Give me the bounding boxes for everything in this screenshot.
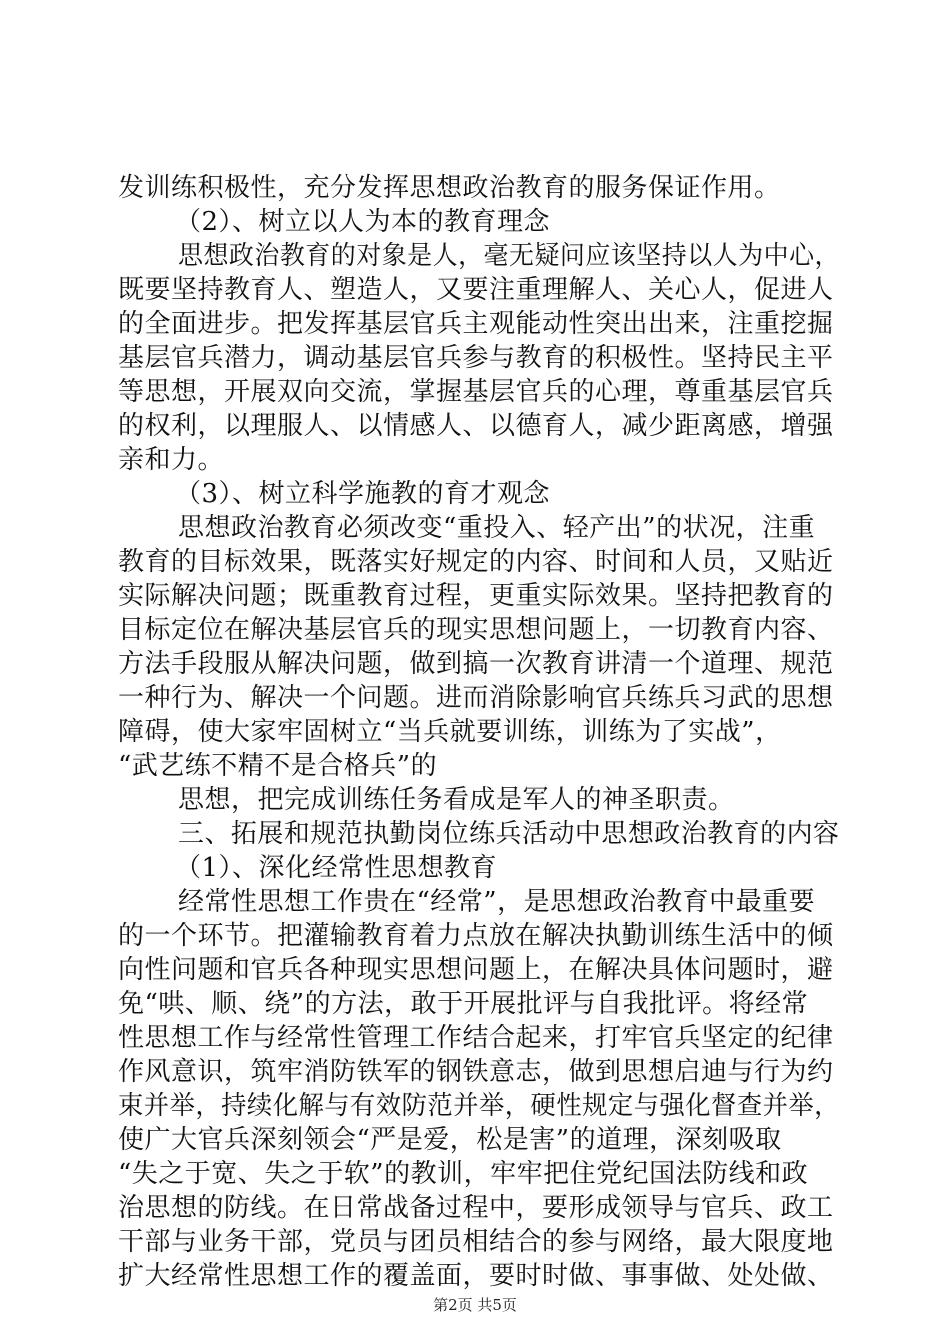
page-number-footer: 第2页 共5页 [433,1296,517,1314]
text-line: 的一个环节。把灌输教育着力点放在解决执勤训练生活中的倾 [118,921,834,951]
text-line: 实际解决问题；既重教育过程，更重实际效果。坚持把教育的 [118,581,834,611]
text-line: 向性问题和官兵各种现实思想问题上，在解决具体问题时，避 [118,955,834,985]
text-line: 经常性思想工作贵在“经常”，是思想政治教育中最重要 [178,887,816,917]
text-line: 使广大官兵深刻领会“严是爱，松是害”的道理，深刻吸取 [118,1125,782,1155]
text-line: 的全面进步。把发挥基层官兵主观能动性突出出来，注重挖掘 [118,309,834,339]
text-line: 扩大经常性思想工作的覆盖面，要时时做、事事做、处处做、 [118,1261,834,1291]
chapter-heading-3: 三、拓展和规范执勤岗位练兵活动中思想政治教育的内容 [178,819,840,849]
section-heading-2: （2）、树立以人为本的教育理念 [175,207,551,237]
text-line: 基层官兵潜力，调动基层官兵参与教育的积极性。坚持民主平 [118,343,834,373]
text-line: 一种行为、解决一个问题。进而消除影响官兵练兵习武的思想 [118,683,834,713]
text-line: 目标定位在解决基层官兵的现实思想问题上，一切教育内容、 [118,615,834,645]
text-line: 思想，把完成训练任务看成是军人的神圣职责。 [178,785,735,815]
text-line: 思想政治教育必须改变“重投入、轻产出”的状况，注重 [178,513,816,543]
section-heading-3: （3）、树立科学施教的育才观念 [175,479,551,509]
text-line: “失之于宽、失之于软”的教训，牢牢把住党纪国法防线和政 [118,1159,809,1189]
text-line: 思想政治教育的对象是人，毫无疑问应该坚持以人为中心， [178,241,841,271]
text-line: 方法手段服从解决问题，做到搞一次教育讲清一个道理、规范 [118,649,834,679]
text-line: 等思想，开展双向交流，掌握基层官兵的心理，尊重基层官兵 [118,377,834,407]
text-line: 既要坚持教育人、塑造人，又要注重理解人、关心人，促进人 [118,275,834,305]
section-heading-1: （1）、深化经常性思想教育 [175,853,498,883]
text-line: 免“哄、顺、绕”的方法，敢于开展批评与自我批评。将经常 [118,989,809,1019]
text-line: “武艺练不精不是合格兵”的 [118,751,438,781]
text-line: 治思想的防线。在日常战备过程中，要形成领导与官兵、政工 [118,1193,834,1223]
text-line: 教育的目标效果，既落实好规定的内容、时间和人员，又贴近 [118,547,834,577]
text-line: 发训练积极性，充分发挥思想政治教育的服务保证作用。 [118,173,781,203]
text-line: 的权利，以理服人、以情感人、以德育人，减少距离感，增强 [118,411,834,441]
text-line: 亲和力。 [118,445,225,475]
text-line: 性思想工作与经常性管理工作结合起来，打牢官兵坚定的纪律 [118,1023,834,1053]
text-line: 束并举，持续化解与有效防范并举，硬性规定与强化督查并举， [118,1091,840,1121]
text-line: 干部与业务干部，党员与团员相结合的参与网络，最大限度地 [118,1227,834,1257]
text-line: 作风意识，筑牢消防铁军的钢铁意志，做到思想启迪与行为约 [118,1057,834,1087]
text-line: 障碍，使大家牢固树立“当兵就要训练，训练为了实战”， [118,717,782,747]
